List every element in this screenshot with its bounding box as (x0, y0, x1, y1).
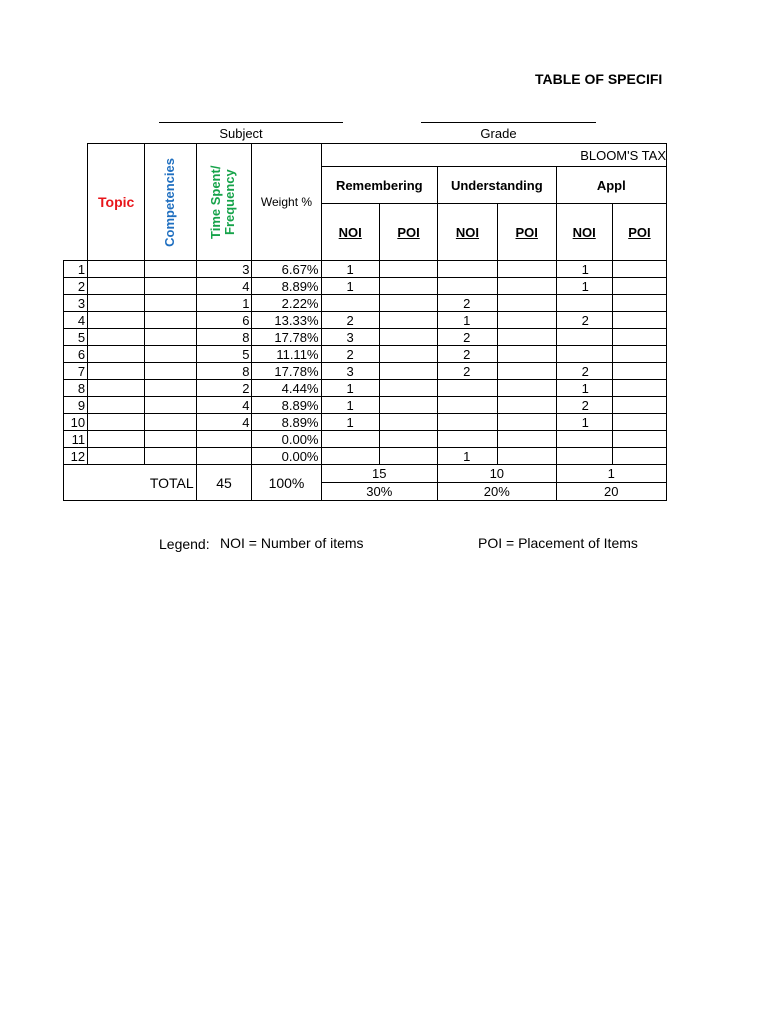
header-corner (64, 144, 88, 261)
competencies-header (145, 144, 196, 261)
applying-noi-cell: 1 (556, 414, 612, 431)
remembering-noi-cell (321, 295, 379, 312)
remembering-noi-cell: 1 (321, 414, 379, 431)
topic-cell (88, 448, 145, 465)
remembering-poi-cell (379, 431, 437, 448)
applying-header: Appl (556, 167, 666, 204)
topic-cell (88, 329, 145, 346)
competencies-cell (145, 414, 196, 431)
remembering-header: Remembering (321, 167, 438, 204)
remembering-noi-cell (321, 448, 379, 465)
understanding-total-percent: 20% (438, 483, 556, 501)
understanding-total-count: 10 (438, 465, 556, 483)
row-number-cell: 7 (64, 363, 88, 380)
understanding-poi-cell (497, 380, 556, 397)
remembering-poi-cell (379, 295, 437, 312)
applying-noi-cell: 2 (556, 312, 612, 329)
specification-table (63, 143, 667, 501)
time-spent-cell: 4 (196, 278, 252, 295)
understanding-poi-cell (497, 448, 556, 465)
weight-cell: 8.89% (252, 414, 321, 431)
competencies-cell (145, 346, 196, 363)
table-row (64, 278, 667, 295)
remembering-poi-cell (379, 363, 437, 380)
weight-cell: 17.78% (252, 329, 321, 346)
row-number-cell: 3 (64, 295, 88, 312)
table-row (64, 397, 667, 414)
topic-cell (88, 431, 145, 448)
understanding-poi-cell (497, 278, 556, 295)
remembering-poi-cell (379, 448, 437, 465)
applying-total-percent: 20 (556, 483, 666, 501)
understanding-noi-cell (438, 397, 498, 414)
weight-cell: 6.67% (252, 261, 321, 278)
remembering-poi-header: POI (379, 204, 437, 261)
applying-poi-cell (612, 278, 666, 295)
understanding-noi-cell: 2 (438, 363, 498, 380)
understanding-noi-cell: 2 (438, 346, 498, 363)
understanding-noi-cell: 2 (438, 329, 498, 346)
grade-label: Grade (480, 126, 517, 141)
topic-cell (88, 363, 145, 380)
row-number-cell: 9 (64, 397, 88, 414)
weight-cell: 8.89% (252, 397, 321, 414)
table-row (64, 380, 667, 397)
remembering-poi-cell (379, 414, 437, 431)
row-number-cell: 11 (64, 431, 88, 448)
remembering-noi-cell: 3 (321, 329, 379, 346)
subject-label: Subject (219, 126, 263, 141)
time-spent-cell: 3 (196, 261, 252, 278)
remembering-poi-cell (379, 397, 437, 414)
table-body (64, 261, 667, 465)
time-spent-cell: 4 (196, 397, 252, 414)
applying-poi-cell (612, 431, 666, 448)
topic-cell (88, 414, 145, 431)
remembering-total-percent: 30% (321, 483, 438, 501)
competencies-cell (145, 431, 196, 448)
applying-poi-header: POI (612, 204, 666, 261)
applying-noi-cell: 2 (556, 363, 612, 380)
understanding-noi-cell (438, 431, 498, 448)
time-spent-cell: 8 (196, 329, 252, 346)
remembering-poi-cell (379, 346, 437, 363)
understanding-poi-cell (497, 346, 556, 363)
understanding-poi-cell (497, 329, 556, 346)
applying-poi-cell (612, 414, 666, 431)
applying-total-count: 1 (556, 465, 666, 483)
row-number-cell: 10 (64, 414, 88, 431)
weight-cell: 11.11% (252, 346, 321, 363)
row-number-cell: 1 (64, 261, 88, 278)
row-number-cell: 8 (64, 380, 88, 397)
remembering-poi-cell (379, 312, 437, 329)
time-spent-cell: 8 (196, 363, 252, 380)
table-row (64, 414, 667, 431)
topic-cell (88, 278, 145, 295)
applying-noi-cell (556, 431, 612, 448)
table-row (64, 363, 667, 380)
applying-noi-cell (556, 346, 612, 363)
table-row (64, 346, 667, 363)
understanding-poi-cell (497, 363, 556, 380)
competencies-cell (145, 397, 196, 414)
topic-cell (88, 380, 145, 397)
topic-cell (88, 261, 145, 278)
table-row (64, 448, 667, 465)
total-weight: 100% (252, 465, 321, 501)
competencies-cell (145, 363, 196, 380)
competencies-cell (145, 278, 196, 295)
row-number-cell: 4 (64, 312, 88, 329)
remembering-noi-cell: 2 (321, 346, 379, 363)
topic-header: Topic (88, 144, 145, 261)
understanding-noi-cell: 1 (438, 312, 498, 329)
understanding-poi-cell (497, 397, 556, 414)
applying-noi-cell: 1 (556, 380, 612, 397)
applying-poi-cell (612, 261, 666, 278)
row-number-cell: 12 (64, 448, 88, 465)
weight-cell: 13.33% (252, 312, 321, 329)
time-spent-cell: 5 (196, 346, 252, 363)
legend-label: Legend: (159, 536, 210, 552)
understanding-noi-header: NOI (438, 204, 498, 261)
applying-noi-header: NOI (556, 204, 612, 261)
applying-noi-cell (556, 295, 612, 312)
table-row (64, 312, 667, 329)
remembering-noi-cell: 1 (321, 278, 379, 295)
applying-poi-cell (612, 363, 666, 380)
understanding-poi-cell (497, 261, 556, 278)
row-number-cell: 5 (64, 329, 88, 346)
applying-poi-cell (612, 448, 666, 465)
applying-noi-cell: 1 (556, 278, 612, 295)
understanding-poi-cell (497, 414, 556, 431)
weight-cell: 4.44% (252, 380, 321, 397)
remembering-total-count: 15 (321, 465, 438, 483)
applying-poi-cell (612, 329, 666, 346)
total-label: TOTAL (64, 465, 197, 501)
competencies-cell (145, 448, 196, 465)
competencies-cell (145, 261, 196, 278)
remembering-noi-cell: 1 (321, 261, 379, 278)
applying-poi-cell (612, 295, 666, 312)
blooms-taxonomy-header: BLOOM'S TAX (321, 144, 667, 167)
remembering-noi-cell: 2 (321, 312, 379, 329)
applying-poi-cell (612, 312, 666, 329)
understanding-noi-cell: 1 (438, 448, 498, 465)
topic-cell (88, 346, 145, 363)
subject-blank-line (159, 122, 343, 123)
topic-cell (88, 295, 145, 312)
time-spent-cell (196, 431, 252, 448)
time-spent-cell: 2 (196, 380, 252, 397)
applying-poi-cell (612, 346, 666, 363)
remembering-noi-cell: 1 (321, 380, 379, 397)
table-row (64, 261, 667, 278)
topic-cell (88, 312, 145, 329)
weight-cell: 2.22% (252, 295, 321, 312)
remembering-poi-cell (379, 278, 437, 295)
time-spent-cell: 1 (196, 295, 252, 312)
understanding-poi-header: POI (497, 204, 556, 261)
time-spent-header (196, 144, 252, 261)
understanding-poi-cell (497, 295, 556, 312)
time-spent-cell: 4 (196, 414, 252, 431)
competencies-cell (145, 295, 196, 312)
legend-noi: NOI = Number of items (220, 535, 364, 551)
understanding-poi-cell (497, 312, 556, 329)
remembering-poi-cell (379, 380, 437, 397)
weight-cell: 8.89% (252, 278, 321, 295)
competencies-header-text: Competencies (162, 157, 178, 247)
topic-cell (88, 397, 145, 414)
applying-noi-cell: 2 (556, 397, 612, 414)
applying-poi-cell (612, 380, 666, 397)
competencies-cell (145, 329, 196, 346)
grade-blank-line (421, 122, 596, 123)
competencies-cell (145, 312, 196, 329)
row-number-cell: 2 (64, 278, 88, 295)
understanding-header: Understanding (438, 167, 556, 204)
remembering-noi-header: NOI (321, 204, 379, 261)
remembering-poi-cell (379, 329, 437, 346)
remembering-noi-cell (321, 431, 379, 448)
time-spent-header-text: Time Spent/ Frequency (208, 165, 238, 239)
competencies-cell (145, 380, 196, 397)
time-spent-cell: 6 (196, 312, 252, 329)
remembering-noi-cell: 3 (321, 363, 379, 380)
time-spent-cell (196, 448, 252, 465)
weight-header: Weight % (252, 144, 321, 261)
understanding-noi-cell (438, 380, 498, 397)
table-row (64, 431, 667, 448)
understanding-noi-cell (438, 261, 498, 278)
document-title: TABLE OF SPECIFI (535, 71, 663, 87)
understanding-poi-cell (497, 431, 556, 448)
understanding-noi-cell (438, 278, 498, 295)
total-time: 45 (196, 465, 252, 501)
weight-cell: 0.00% (252, 431, 321, 448)
legend-poi: POI = Placement of Items (478, 535, 638, 551)
applying-noi-cell: 1 (556, 261, 612, 278)
row-number-cell: 6 (64, 346, 88, 363)
table-row (64, 295, 667, 312)
applying-noi-cell (556, 329, 612, 346)
remembering-noi-cell: 1 (321, 397, 379, 414)
applying-noi-cell (556, 448, 612, 465)
remembering-poi-cell (379, 261, 437, 278)
understanding-noi-cell: 2 (438, 295, 498, 312)
understanding-noi-cell (438, 414, 498, 431)
table-row (64, 329, 667, 346)
weight-cell: 0.00% (252, 448, 321, 465)
applying-poi-cell (612, 397, 666, 414)
weight-cell: 17.78% (252, 363, 321, 380)
